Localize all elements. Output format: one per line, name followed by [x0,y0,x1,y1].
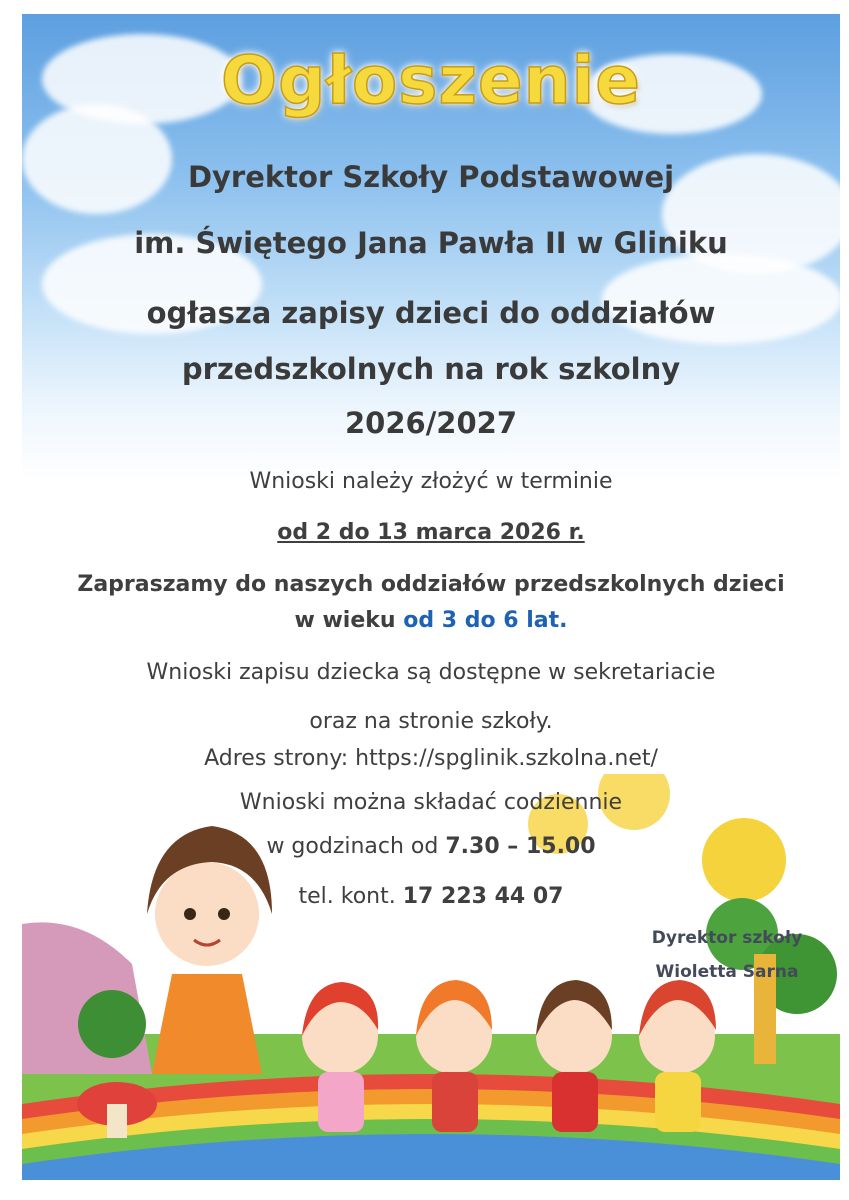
invite-line-2 [22,608,840,633]
availability-line-2: oraz na stronie szkoły. [309,709,553,734]
mushroom-stem [107,1104,127,1138]
signature-role: Dyrektor szkoły [651,928,803,948]
teacher-eye [184,908,196,920]
child-shirt [432,1072,478,1132]
cloud [22,104,172,214]
phone-prefix: tel. kont. [298,884,403,909]
invite-line-1: Zapraszamy do naszych oddziałów przedszkolnych dzieci [77,572,785,597]
headline-line-3: ogłasza zapisy dzieci do oddziałów [146,296,716,330]
poster-title: Ogłoszenie [220,42,642,119]
announcement-poster [22,14,840,1180]
deadline-dates: od 2 do 13 marca 2026 r. [277,520,585,545]
teacher-dress [152,974,262,1074]
tree [78,990,146,1058]
teacher-face [155,862,259,966]
availability-line-1: Wnioski zapisu dziecka są dostępne w sekretariacie [146,660,716,685]
headline-school-year: 2026/2027 [344,406,518,440]
headline-line-4: przedszkolnych na rok szkolny [181,352,681,386]
submission-days: Wnioski można składać codziennie [239,790,623,815]
hours-value: 7.30 – 15.00 [445,834,596,859]
signature-block [632,926,822,984]
hours-prefix: w godzinach od [266,834,446,859]
signature-name: Wioletta Sarna [655,962,799,982]
deadline-intro: Wnioski należy złożyć w terminie [249,469,613,494]
teacher-eye [218,908,230,920]
child-dress [655,1072,701,1132]
invite-prefix: w wieku [294,608,404,633]
contact-phone [22,884,840,909]
submission-hours [22,834,840,859]
phone-number[interactable]: 17 223 44 07 [402,884,564,909]
child-dress [318,1072,364,1132]
headline-line-1: Dyrektor Szkoły Podstawowej [187,160,675,194]
child-dress [552,1072,598,1132]
website-address[interactable]: Adres strony: https://spglinik.szkolna.net/ [204,746,658,771]
headline-line-2: im. Świętego Jana Pawła II w Gliniku [134,226,728,260]
invite-age-range: od 3 do 6 lat. [403,608,568,633]
